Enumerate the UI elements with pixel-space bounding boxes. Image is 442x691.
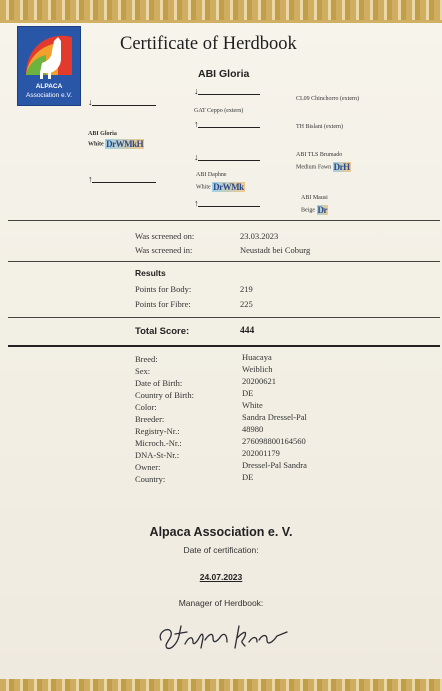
detail-value: 276098800164560 <box>242 436 306 446</box>
detail-label: Microch.-Nr.: <box>135 438 182 448</box>
detail-label: Breed: <box>135 354 158 364</box>
detail-value: Dressel-Pal Sandra <box>242 460 307 470</box>
dam-color: White <box>196 184 211 191</box>
divider <box>8 261 440 262</box>
screened-in-label: Was screened in: <box>135 245 193 255</box>
subject-name: ABI Gloria <box>88 131 117 137</box>
arrow-down-icon: ↓ <box>194 152 199 162</box>
detail-label: Country: <box>135 474 166 484</box>
dam-sire-badges: DrH <box>333 162 350 172</box>
dam-dam-name: ABI Mausi <box>301 195 328 201</box>
dam-dam-color-row <box>301 205 328 215</box>
detail-label: Registry-Nr.: <box>135 426 180 436</box>
arrow-up-icon: ↑ <box>88 174 93 184</box>
detail-value: 20200621 <box>242 376 276 386</box>
detail-value: Sandra Dressel-Pal <box>242 412 307 422</box>
divider <box>8 345 440 347</box>
detail-value: 48980 <box>242 424 264 434</box>
divider <box>8 317 440 318</box>
dam-badges: DrWMk <box>213 182 244 192</box>
detail-label: DNA-St-Nr.: <box>135 450 180 460</box>
pedigree-line <box>198 160 260 161</box>
sire: GAT Ceppo (extern) <box>194 108 244 114</box>
screened-in-value: Neustadt bei Coburg <box>240 245 311 255</box>
manager-signature <box>155 614 295 654</box>
certification-date: 24.07.2023 <box>199 572 243 582</box>
body-points-value: 219 <box>240 284 253 294</box>
subject-color: White <box>88 141 104 148</box>
arrow-left-icon: ↓ <box>194 86 199 96</box>
detail-label: Owner: <box>135 462 161 472</box>
detail-label: Date of Birth: <box>135 378 183 388</box>
subject-color-row <box>88 139 144 149</box>
detail-value: 202001179 <box>242 448 280 458</box>
detail-label: Color: <box>135 402 157 412</box>
screened-on-label: Was screened on: <box>135 231 195 241</box>
body-points-label: Points for Body: <box>135 284 192 294</box>
dam-sire-color: Medium Fawn <box>296 164 332 171</box>
arrow-up-icon: ↑ <box>194 119 199 129</box>
total-score-value: 444 <box>240 326 255 336</box>
manager-label: Manager of Herdbook: <box>178 598 264 608</box>
sire-dam: TH Bislani (extern) <box>296 124 343 130</box>
pedigree-line <box>92 105 156 106</box>
decorative-border-top <box>0 0 442 20</box>
fibre-points-value: 225 <box>240 299 253 309</box>
detail-label: Breeder: <box>135 414 165 424</box>
dam-dam-badges: Dr <box>317 205 327 215</box>
dam-sire-color-row <box>296 162 351 172</box>
subject-badges: DrWMkH <box>106 139 144 149</box>
logo-text-association: Association e.V. <box>25 92 72 99</box>
detail-label: Country of Birth: <box>135 390 195 400</box>
pedigree-line <box>198 206 260 207</box>
animal-name: ABI Gloria <box>198 68 250 80</box>
pedigree-line <box>198 94 260 95</box>
certificate-title: Certificate of Herdbook <box>120 34 297 54</box>
screened-on-value: 23.03.2023 <box>240 231 279 241</box>
detail-value: White <box>242 400 263 410</box>
detail-value: DE <box>242 388 254 398</box>
detail-value: Huacaya <box>242 352 272 362</box>
fibre-points-label: Points for Fibre: <box>135 299 191 309</box>
arrow-up-icon: ↑ <box>194 198 199 208</box>
logo-text-alpaca: ALPACA <box>35 83 63 90</box>
pedigree-line <box>198 127 260 128</box>
association-name: Alpaca Association e. V. <box>149 525 293 539</box>
dam-dam-color: Beige <box>301 207 315 214</box>
alpaca-association-logo <box>17 26 81 106</box>
detail-label: Sex: <box>135 366 151 376</box>
results-heading: Results <box>135 268 166 278</box>
arrow-down-icon: ↓ <box>88 97 93 107</box>
certification-date-label: Date of certification: <box>183 545 259 555</box>
dam-sire-name: ABI TLS Brumado <box>296 152 343 158</box>
decorative-border-bottom <box>0 679 442 691</box>
divider <box>8 220 440 221</box>
dam-color-row <box>196 182 245 192</box>
detail-value: DE <box>242 472 254 482</box>
detail-value: Weiblich <box>242 364 273 374</box>
pedigree-line <box>92 182 156 183</box>
dam-name: ABI Daphne <box>196 172 227 178</box>
sire-sire: CL09 Chinchorro (extern) <box>296 96 359 102</box>
total-score-label: Total Score: <box>135 326 190 337</box>
